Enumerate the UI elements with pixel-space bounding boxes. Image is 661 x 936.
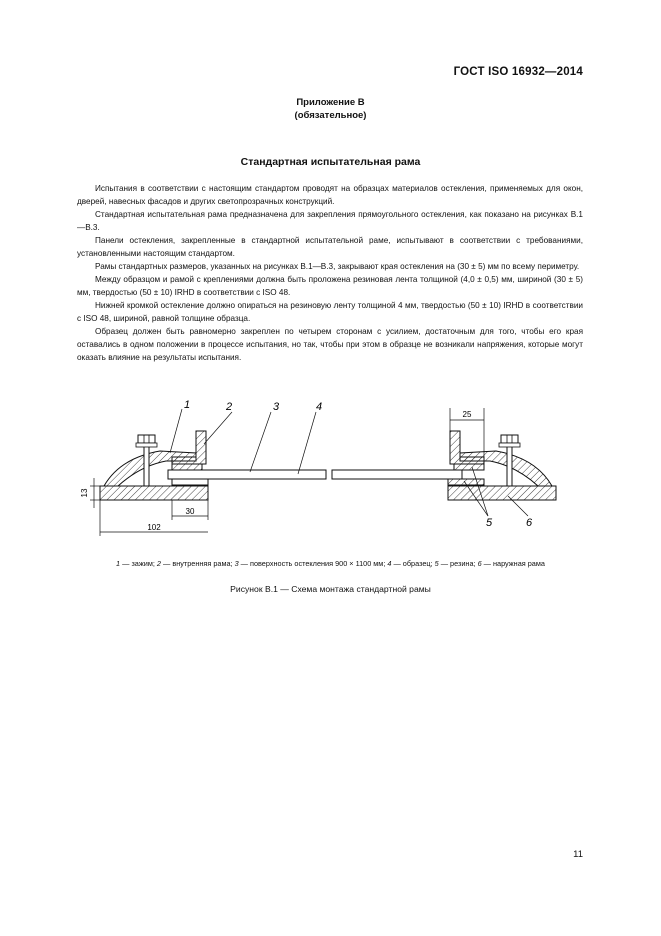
legend-num: 6 bbox=[477, 559, 482, 568]
legend-text: — зажим; bbox=[120, 559, 157, 568]
paragraph: Испытания в соответствии с настоящим стандартом проводят на образцах материалов остекления, применяемых для окон, дверей, навесных фасадов и других светопрозрачных конструкций. bbox=[77, 184, 583, 206]
paragraph: Образец должен быть равномерно закреплен по четырем сторонам с усилием, достаточным для того, чтобы его края оставались в одном положении в процессе испытания, но так, чтобы при этом в образце не возникали напряжения, которые могут оказать влияние на результаты испытания. bbox=[77, 327, 583, 362]
dimension-13: 13 bbox=[80, 488, 89, 498]
paragraph: Панели остекления, закрепленные в стандартной испытательной раме, испытывают в соответствии с требованиями, установленными настоящим стандартом. bbox=[77, 236, 583, 258]
legend-text: — поверхность остекления 900 × 1100 мм; bbox=[238, 559, 388, 568]
bolt-left bbox=[144, 442, 149, 486]
outer-frame-right bbox=[448, 486, 556, 500]
legend-text: — резина; bbox=[438, 559, 478, 568]
paragraph: Стандартная испытательная рама предназначена для закрепления прямоугольного остекления, как показано на рисунках В.1—В.3. bbox=[77, 210, 583, 232]
callout-6: 6 bbox=[526, 517, 533, 529]
dimension-25: 25 bbox=[462, 410, 472, 419]
inner-frame-left bbox=[172, 431, 206, 464]
figure-frame-mounting bbox=[60, 398, 580, 553]
figure-legend bbox=[0, 559, 661, 568]
rubber-bottom-left bbox=[172, 479, 208, 485]
dimension-102: 102 bbox=[147, 523, 161, 532]
annex-status: (обязательное) bbox=[294, 110, 367, 121]
section-title: Стандартная испытательная рама bbox=[240, 156, 421, 168]
legend-num: 4 bbox=[387, 559, 392, 568]
body-text bbox=[77, 182, 583, 364]
inner-frame-right bbox=[450, 431, 484, 464]
legend-num: 1 bbox=[116, 559, 121, 568]
frame-mounting-diagram bbox=[60, 398, 580, 548]
rubber-top-left bbox=[172, 464, 202, 470]
callout-3: 3 bbox=[273, 401, 280, 413]
callout-5: 5 bbox=[486, 517, 493, 529]
legend-num: 3 bbox=[234, 559, 239, 568]
outer-frame-left bbox=[100, 486, 208, 500]
legend-text: — внутренняя рама; bbox=[160, 559, 235, 568]
paragraph: Нижней кромкой остекление должно опираться на резиновую ленту толщиной 4 мм, твердостью (50 ± 10) IRHD в соответствии с ISO 48, шириной, равной толщине образца. bbox=[77, 301, 583, 323]
bolt-right bbox=[507, 442, 512, 486]
figure-caption: Рисунок В.1 — Схема монтажа стандартной рамы bbox=[230, 584, 431, 594]
bolt-nut-left bbox=[138, 435, 155, 443]
legend-num: 2 bbox=[156, 559, 161, 568]
rubber-top-right bbox=[454, 464, 484, 470]
paragraph: Рамы стандартных размеров, указанных на рисунках В.1—В.3, закрывают края остекления на (30 ± 5) мм по всему периметру. bbox=[95, 262, 580, 271]
specimen-right bbox=[332, 470, 462, 479]
legend-num: 5 bbox=[434, 559, 439, 568]
legend-text: — образец; bbox=[391, 559, 435, 568]
page-number: 11 bbox=[573, 849, 583, 860]
annex-heading bbox=[0, 96, 661, 122]
paragraph: Между образцом и рамой с креплениями должна быть проложена резиновая лента толщиной (4,0 ± 0,5) мм, шириной (30 ± 5) мм, твердостью (50 ± 10) IRHD в соответствии с ISO 48. bbox=[77, 275, 583, 297]
annex-title: Приложение В bbox=[296, 97, 365, 108]
standard-code: ГОСТ ISO 16932—2014 bbox=[453, 66, 583, 78]
bolt-nut-right bbox=[501, 435, 518, 443]
legend-text: — наружная рама bbox=[481, 559, 545, 568]
callout-1: 1 bbox=[184, 399, 191, 411]
dimension-30: 30 bbox=[185, 507, 195, 516]
callout-2: 2 bbox=[226, 401, 233, 413]
specimen-left bbox=[168, 470, 326, 479]
callout-4: 4 bbox=[316, 401, 323, 413]
